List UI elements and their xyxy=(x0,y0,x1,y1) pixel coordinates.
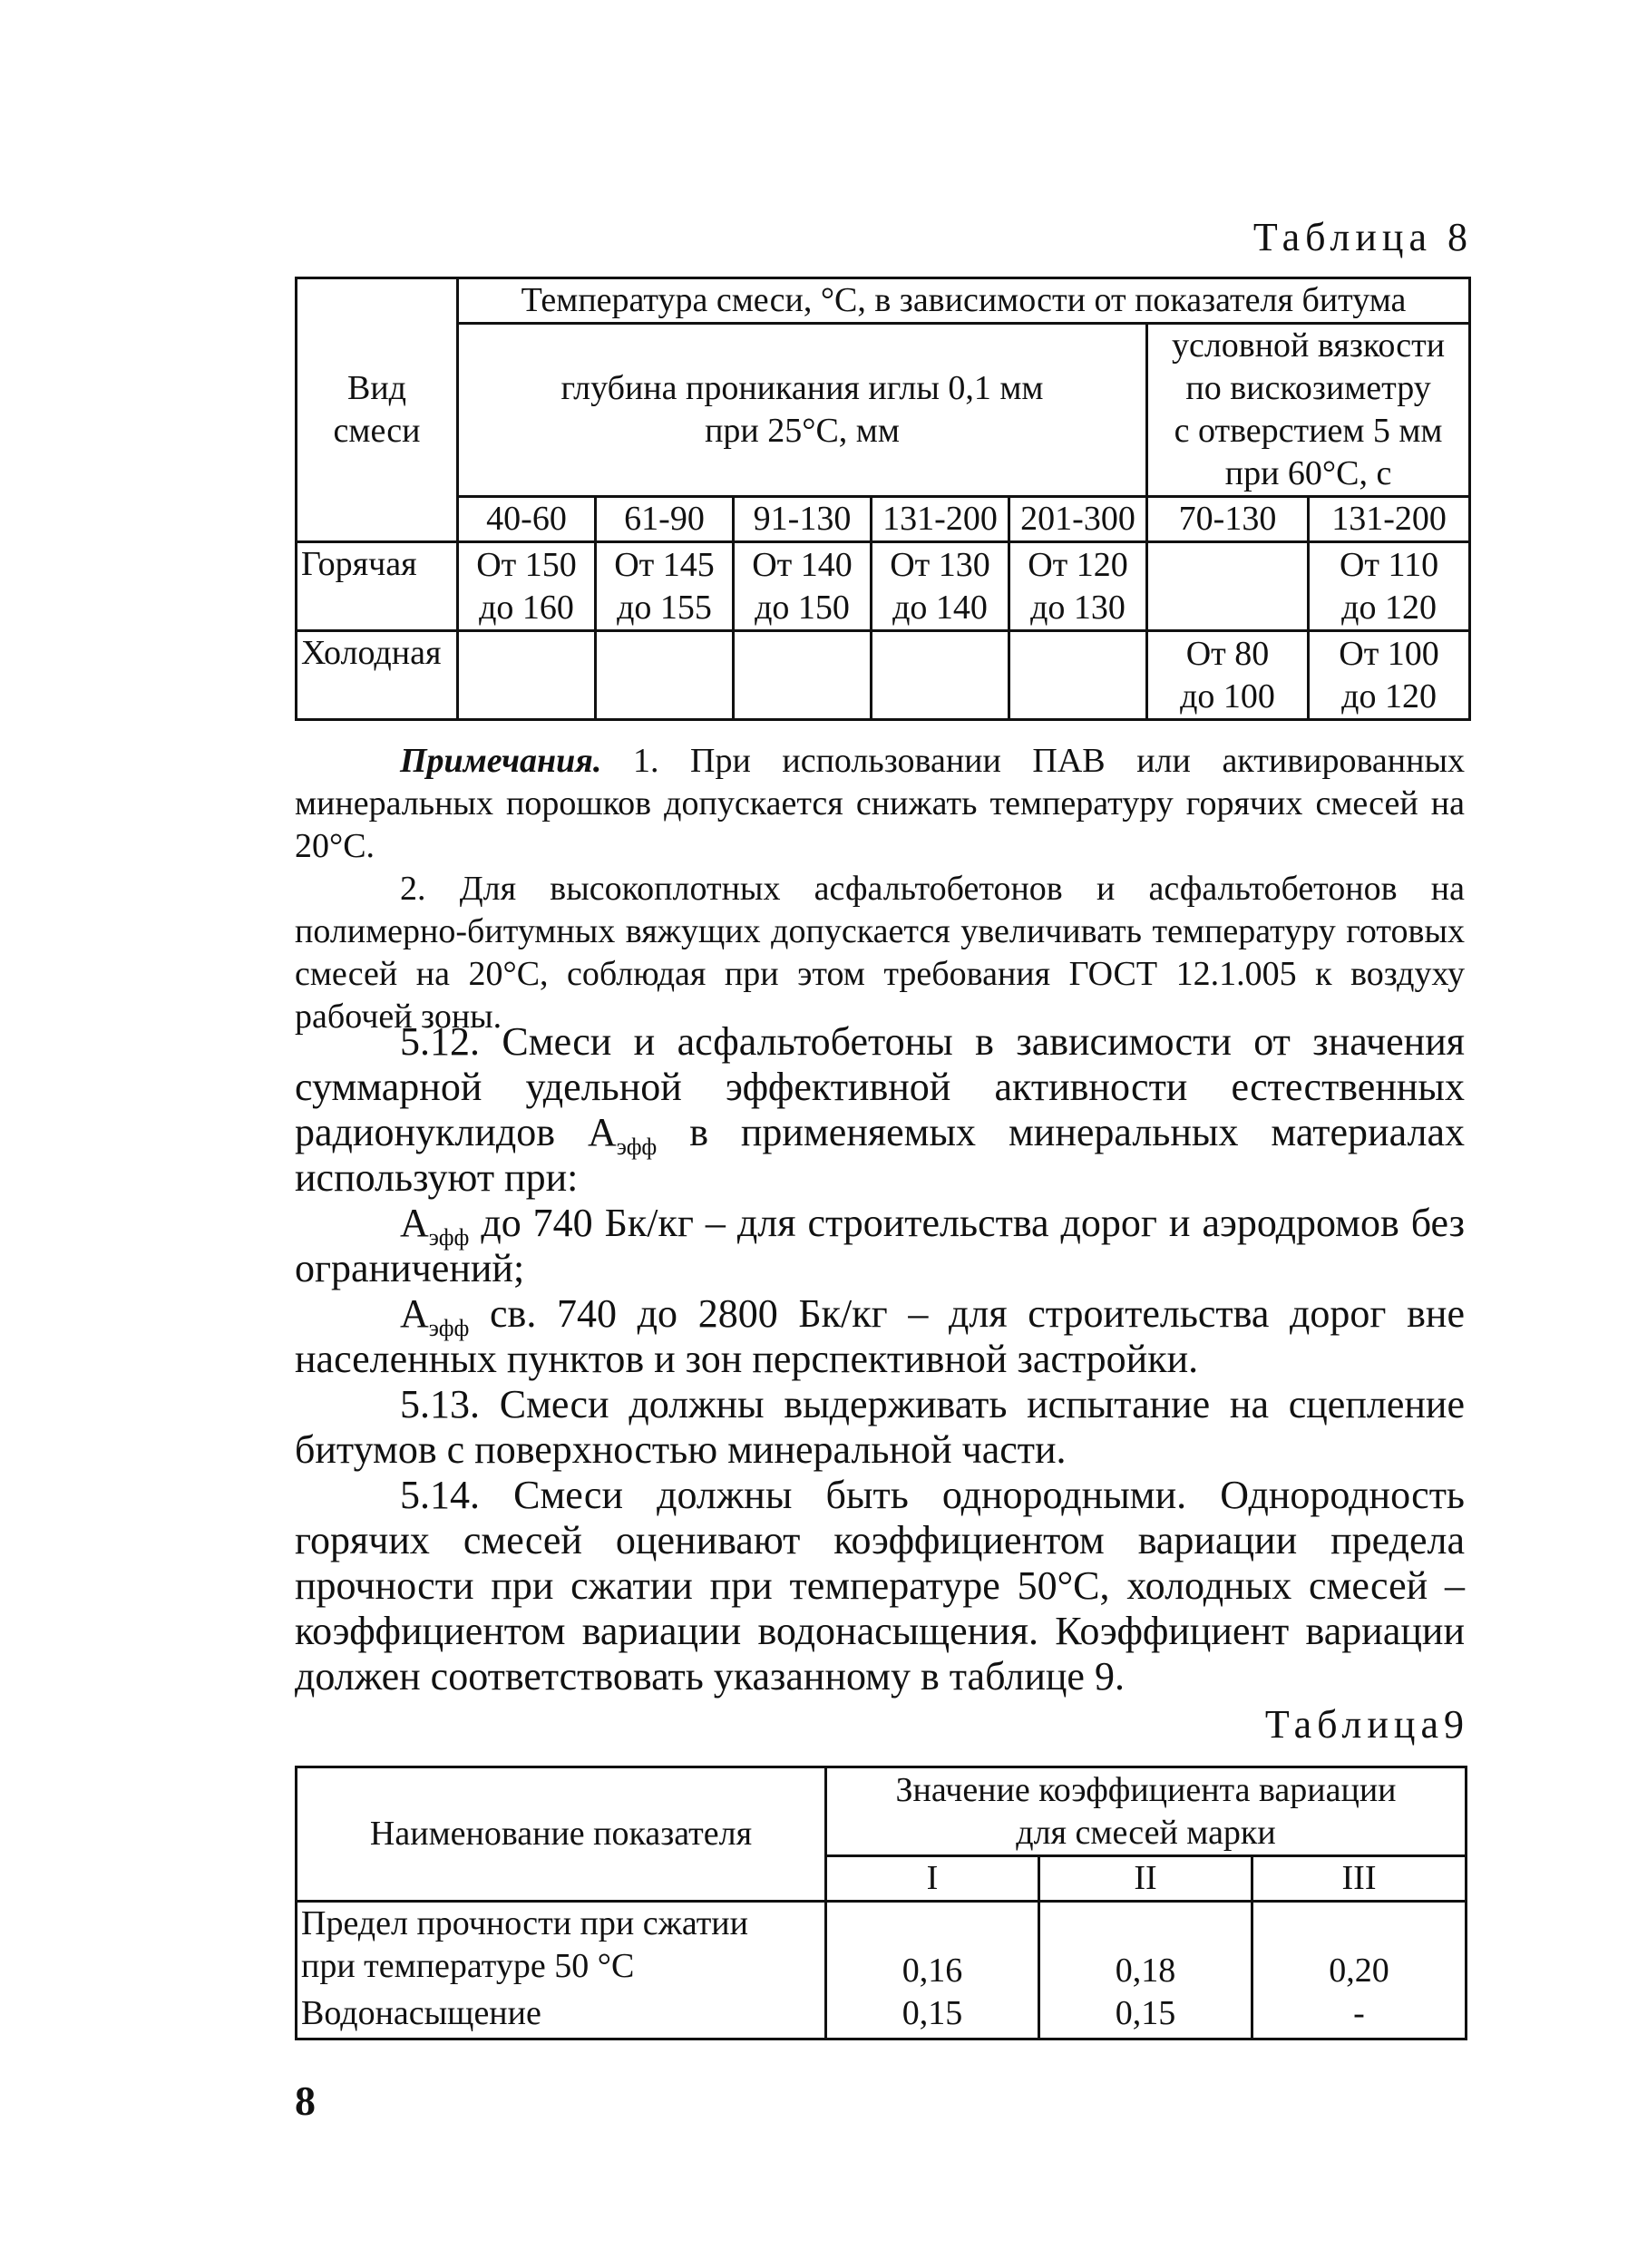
table-8-col-mix-type: Вид смеси xyxy=(297,278,458,542)
paragraph-item-2: $А_{эфф}$ св. 740 до 2800 Бк/кг – для строительства дорог вне населенных пунктов и зон перспективной застройки. xyxy=(295,1291,1465,1381)
table-9-row-label: Предел прочности при сжатии при температуре 50 °С xyxy=(297,1902,826,1992)
table-8-cell: От 145 до 155 xyxy=(596,542,734,631)
table-9-caption: Таблица9 xyxy=(1264,1702,1469,1747)
table-9-cell: 0,15 xyxy=(1039,1992,1252,2039)
table-8-cell xyxy=(458,631,596,720)
table-row xyxy=(297,1902,1467,1992)
table-8-range: 61-90 xyxy=(596,497,734,542)
table-8-caption: Таблица 8 xyxy=(1252,215,1473,259)
table-8-row-label: Холодная xyxy=(297,631,458,720)
table-row xyxy=(297,1992,1467,2039)
page-number: 8 xyxy=(295,2078,316,2124)
table-9-cell: 0,18 xyxy=(1039,1902,1252,1992)
table-8-range: 70-130 xyxy=(1147,497,1309,542)
table-9-header: Значение коэффициента вариации для смесей марки xyxy=(826,1767,1467,1856)
paragraph-5-12: 5.12. Смеси и асфальтобетоны в зависимости от значения суммарной удельной эффективной активности естественных радионуклидов $А_{эфф}$ в применяемых минеральных материалах используют при: xyxy=(295,1019,1466,1200)
table-9-cell: 0,20 xyxy=(1252,1902,1467,1992)
table-9 xyxy=(295,1766,1467,2040)
table-8-range: 131-200 xyxy=(1309,497,1470,542)
table-8-range: 40-60 xyxy=(458,497,596,542)
note-1: Примечания. 1. При использовании ПАВ или активированных минеральных порошков допускается снижать температуру горячих смесей на 20°С. xyxy=(295,742,1466,865)
table-8-cell: От 130 до 140 xyxy=(872,542,1009,631)
table-8-cell: От 80 до 100 xyxy=(1147,631,1309,720)
table-8-cell xyxy=(1009,631,1147,720)
table-9-cell: 0,15 xyxy=(826,1992,1039,2039)
table-8-cell: От 110 до 120 xyxy=(1309,542,1470,631)
table-8-header-penetration: глубина проникания иглы 0,1 мм при 25°С, мм xyxy=(458,324,1147,497)
table-8-row-label: Горячая xyxy=(297,542,458,631)
table-9-grade: II xyxy=(1039,1856,1252,1902)
paragraph-item-1: $А_{эфф}$ до 740 Бк/кг – для строительства дорог и аэродромов без ограничений; xyxy=(295,1201,1465,1290)
table-row xyxy=(297,631,1470,720)
table-8 xyxy=(295,277,1471,721)
notes-block xyxy=(295,740,1465,1038)
body-text xyxy=(295,1019,1465,1699)
note-2: 2. Для высокоплотных асфальтобетонов и асфальтобетонов на полимерно-битумных вяжущих допускается увеличивать температуру готовых смесей на 20°С, соблюдая при этом требования ГОСТ 12.1.005 к воздуху рабочей зоны. xyxy=(295,870,1465,1036)
notes-title: Примечания. xyxy=(400,742,602,780)
table-9-cell: - xyxy=(1252,1992,1467,2039)
table-9-grade: I xyxy=(826,1856,1039,1902)
paragraph-5-13: 5.13. Смеси должны выдерживать испытание на сцепление битумов с поверхностью минеральной части. xyxy=(295,1382,1465,1472)
table-8-cell xyxy=(596,631,734,720)
table-8-range: 131-200 xyxy=(872,497,1009,542)
table-8-cell xyxy=(872,631,1009,720)
table-8-header-viscosity: условной вязкости по вискозиметру с отверстием 5 мм при 60°С, с xyxy=(1147,324,1470,497)
table-8-header-main: Температура смеси, °С, в зависимости от показателя битума xyxy=(458,278,1470,324)
table-8-cell xyxy=(734,631,872,720)
table-row xyxy=(297,542,1470,631)
table-9-col-name: Наименование показателя xyxy=(297,1767,826,1902)
table-9-row-label: Водонасыщение xyxy=(297,1992,826,2039)
table-8-cell: От 150 до 160 xyxy=(458,542,596,631)
table-8-cell: От 140 до 150 xyxy=(734,542,872,631)
paragraph-5-14: 5.14. Смеси должны быть однородными. Однородность горячих смесей оценивают коэффициентом вариации предела прочности при сжатии при температуре 50°С, холодных смесей – коэффициентом вариации водонасыщения. Коэффициент вариации должен соответствовать указанному в таблице 9. xyxy=(295,1473,1465,1699)
table-8-range: 91-130 xyxy=(734,497,872,542)
table-8-cell: От 120 до 130 xyxy=(1009,542,1147,631)
table-8-cell: От 100 до 120 xyxy=(1309,631,1470,720)
table-8-range: 201-300 xyxy=(1009,497,1147,542)
table-9-cell: 0,16 xyxy=(826,1902,1039,1992)
table-9-grade: III xyxy=(1252,1856,1467,1902)
table-8-cell xyxy=(1147,542,1309,631)
